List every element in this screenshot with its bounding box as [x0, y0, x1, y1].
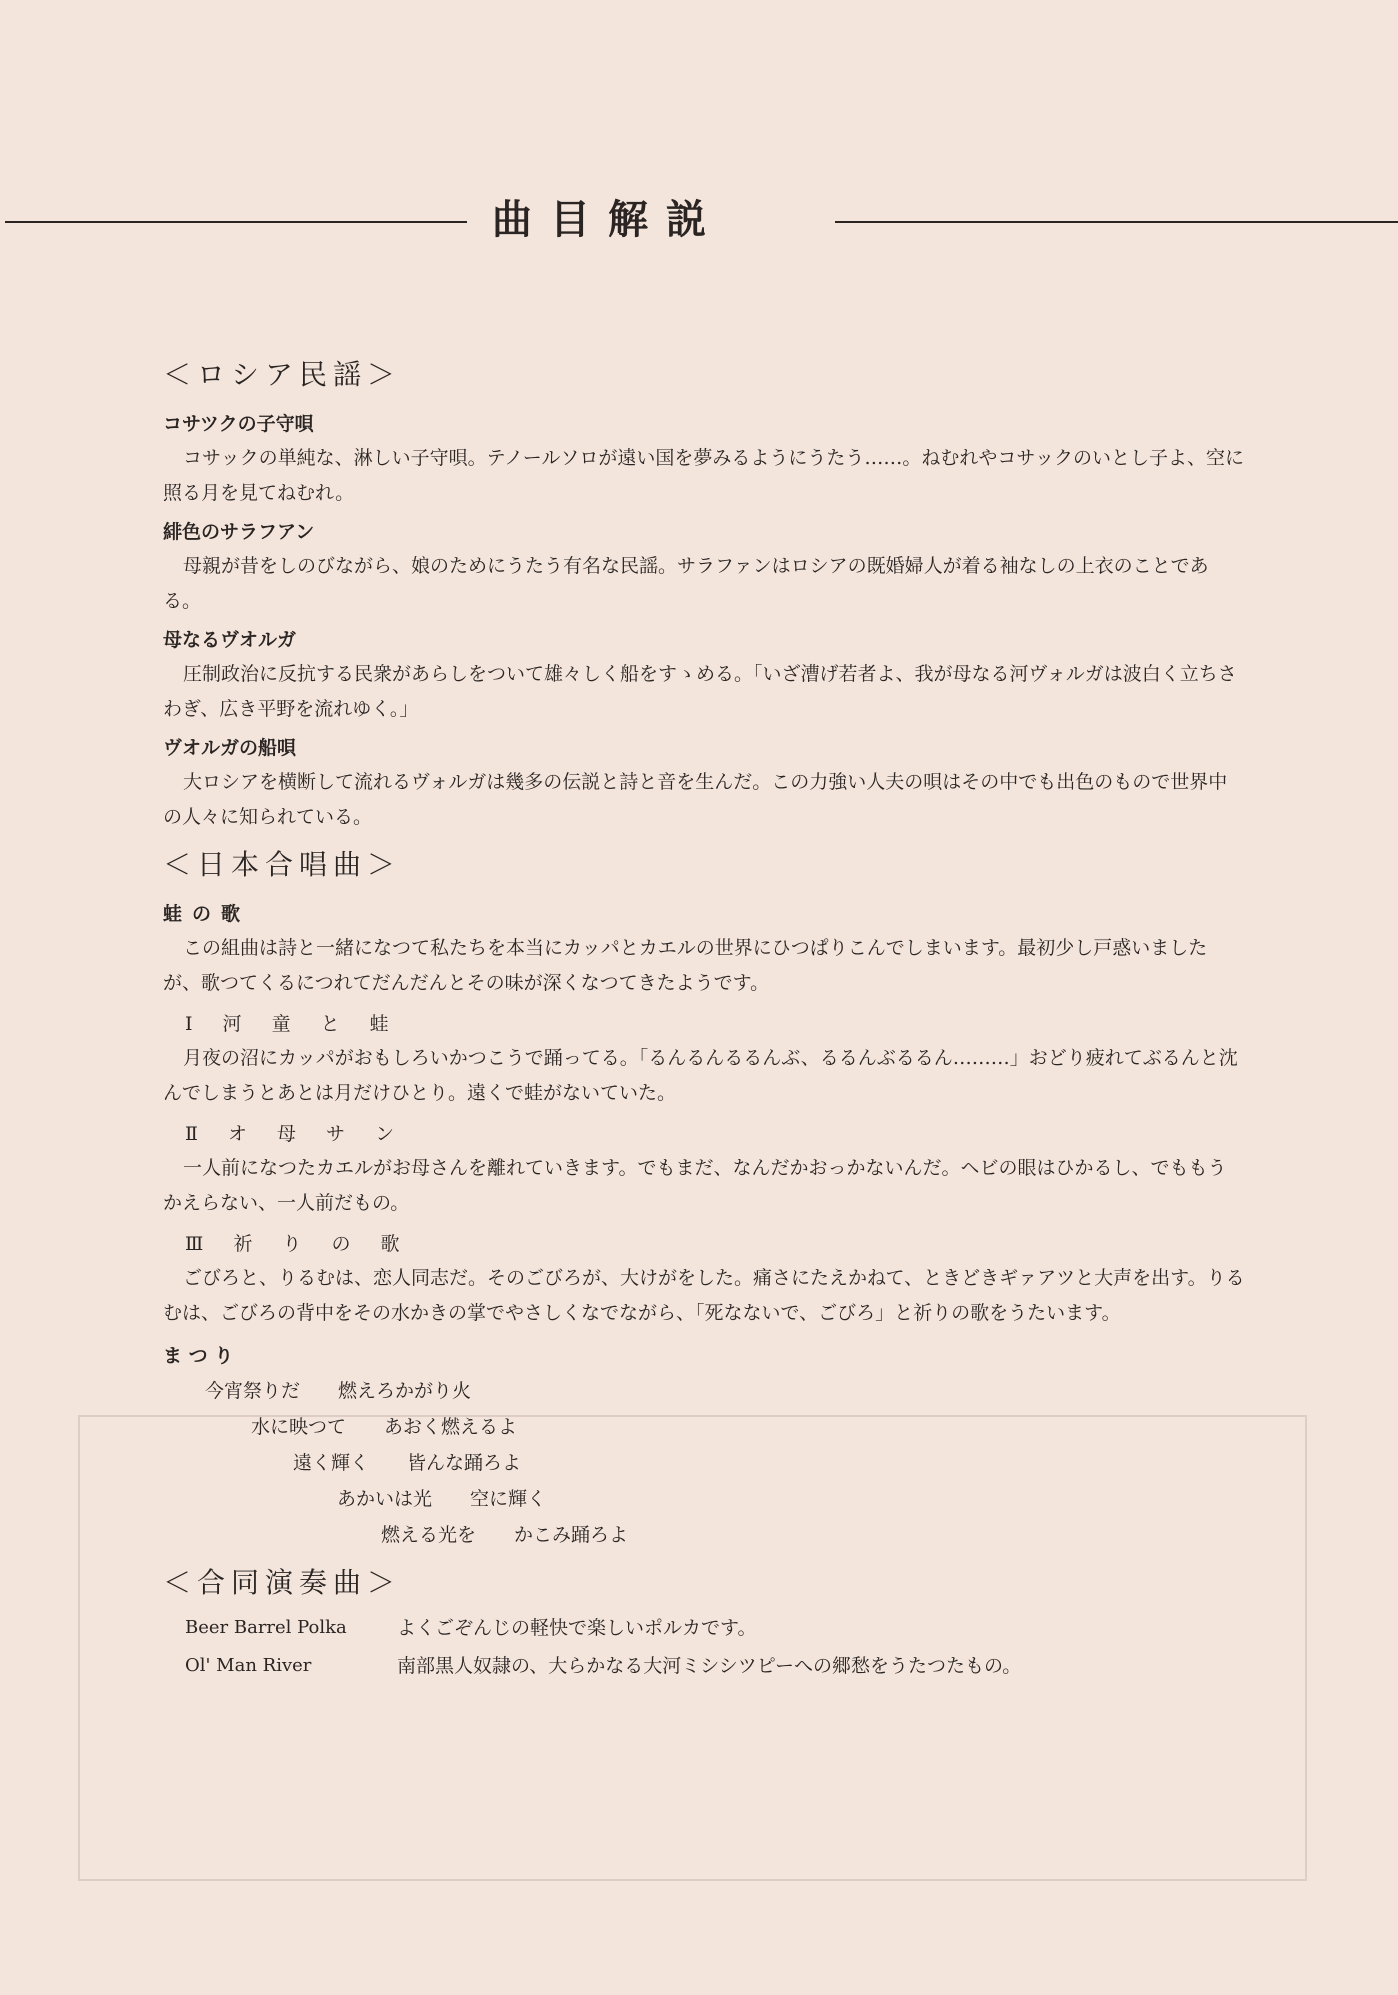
item-text: 圧制政治に反抗する民衆があらしをついて雄々しく船をすゝめる。「いざ漕げ若者よ、我が母なる河ヴォルガは波白く立ちさわぎ、広き平野を流れゆく。」 — [163, 663, 1237, 720]
section-japanese-choral — [163, 845, 1245, 1553]
part-text: 一人前になつたカエルがお母さんを離れていきます。でもまだ、なんだかおっかないんだ。ヘビの眼はひかるし、でももうかえらない、一人前だもの。 — [163, 1157, 1227, 1214]
lyric-line: あかいは光 空に輝く — [337, 1488, 547, 1510]
section-header: ＜合同演奏曲＞ — [163, 1566, 402, 1599]
item-title: 緋色のサラフアン — [163, 521, 315, 543]
part-title: Ⅰ 河 童 と 蛙 — [185, 1013, 401, 1035]
section-header: ＜日本合唱曲＞ — [163, 848, 402, 881]
performance-row — [163, 1609, 1245, 1647]
piece-title: Beer Barrel Polka — [185, 1617, 347, 1638]
piece-text: よくごぞんじの軽快で楽しいポルカです。 — [397, 1617, 757, 1639]
lyric-line: 燃える光を かこみ踊ろよ — [381, 1524, 629, 1546]
section-header: ＜ロシア民謡＞ — [163, 358, 402, 391]
item-title: ヴオルガの船唄 — [163, 737, 297, 759]
item-title: 母なるヴオルガ — [163, 629, 297, 651]
item-title: 蛙の歌 — [163, 903, 251, 925]
lyrics — [163, 1373, 1245, 1553]
item-text: 大ロシアを横断して流れるヴォルガは幾多の伝説と詩と音を生んだ。この力強い人夫の唄はその中でも出色のもので世界中の人々に知られている。 — [163, 771, 1228, 828]
lyric-line: 遠く輝く 皆んな踊ろよ — [293, 1452, 522, 1474]
item-text: コサックの単純な、淋しい子守唄。テノールソロが遠い国を夢みるようにうたう……。ねむれやコサックのいとし子よ、空に照る月を見てねむれ。 — [163, 447, 1244, 504]
lyric-line: 今宵祭りだ 燃えろかがり火 — [205, 1380, 472, 1402]
item-title: コサツクの子守唄 — [163, 413, 314, 435]
item-title: ま つ り — [163, 1345, 234, 1367]
item-text: この組曲は詩と一緒になつて私たちを本当にカッパとカエルの世界にひつぱりこんでしまいます。最初少し戸惑いましたが、歌つてくるにつれてだんだんとその味が深くなつてきたようです。 — [163, 937, 1208, 994]
section-joint-performance — [163, 1563, 1245, 1685]
lyric-line: 水に映つて あおく燃えるよ — [251, 1416, 518, 1438]
title-rule-right — [835, 221, 1398, 223]
piece-title: Ol' Man River — [185, 1655, 312, 1676]
piece-text: 南部黒人奴隷の、大らかなる大河ミシシツピーへの郷愁をうたつたもの。 — [397, 1655, 1022, 1677]
title-row — [0, 190, 1398, 250]
section-russian-folk — [163, 355, 1245, 835]
page-title: 曲目解説 — [492, 196, 724, 243]
part-title: Ⅲ 祈 り の 歌 — [185, 1233, 412, 1255]
title-rule-left — [5, 221, 467, 223]
part-text: ごびろと、りるむは、恋人同志だ。そのごびろが、大けがをした。痛さにたえかねて、ときどきギァアツと大声を出す。りるむは、ごびろの背中をその水かきの掌でやさしくなでながら、「死なないで、ごびろ」と祈りの歌をうたいます。 — [163, 1267, 1245, 1324]
content — [163, 355, 1245, 1685]
item-text: 母親が昔をしのびながら、娘のためにうたう有名な民謡。サラファンはロシアの既婚婦人が着る袖なしの上衣のことである。 — [163, 555, 1209, 612]
part-title: Ⅱ オ 母 サ ン — [185, 1123, 407, 1145]
part-text: 月夜の沼にカッパがおもしろいかつこうで踊ってる。「るんるんるるんぶ、るるんぶるるん………」おどり疲れてぶるんと沈んでしまうとあとは月だけひとり。遠くで蛙がないていた。 — [163, 1047, 1238, 1104]
performance-row — [163, 1647, 1245, 1685]
